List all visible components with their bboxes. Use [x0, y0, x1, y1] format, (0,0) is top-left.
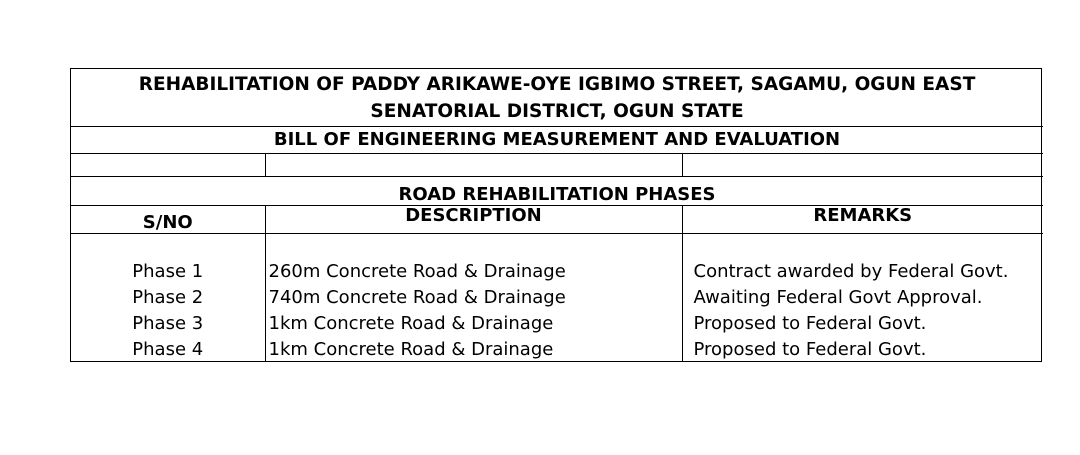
- table-row: [71, 334, 1043, 361]
- phase-sno: Phase 1: [71, 256, 265, 282]
- table-row: [71, 282, 1043, 308]
- phase-remarks: Contract awarded by Federal Govt.: [682, 256, 1043, 282]
- blank-cell: [682, 154, 1043, 177]
- document-subtitle: BILL OF ENGINEERING MEASUREMENT AND EVALUATION: [71, 127, 1043, 154]
- column-header-description: DESCRIPTION: [265, 206, 682, 234]
- phases-table: [71, 69, 1043, 361]
- blank-cell: [71, 154, 265, 177]
- phase-remarks: Proposed to Federal Govt.: [682, 308, 1043, 334]
- phase-description: 740m Concrete Road & Drainage: [265, 282, 682, 308]
- blank-cell: [682, 234, 1043, 257]
- phase-sno: Phase 3: [71, 308, 265, 334]
- phase-description: 260m Concrete Road & Drainage: [265, 256, 682, 282]
- table-row: [71, 256, 1043, 282]
- phase-remarks: Proposed to Federal Govt.: [682, 334, 1043, 361]
- header-row: [71, 206, 1043, 234]
- table-row: [71, 308, 1043, 334]
- column-header-remarks: REMARKS: [682, 206, 1043, 234]
- blank-row: [71, 234, 1043, 257]
- blank-cell: [71, 234, 265, 257]
- boq-sheet: [70, 68, 1042, 362]
- blank-cell: [265, 234, 682, 257]
- blank-row: [71, 154, 1043, 177]
- column-header-sno: S/NO: [71, 206, 265, 234]
- phase-sno: Phase 4: [71, 334, 265, 361]
- section-row: [71, 177, 1043, 206]
- title-row: [71, 69, 1043, 127]
- phase-sno: Phase 2: [71, 282, 265, 308]
- phase-description: 1km Concrete Road & Drainage: [265, 334, 682, 361]
- subtitle-row: [71, 127, 1043, 154]
- blank-cell: [265, 154, 682, 177]
- phase-description: 1km Concrete Road & Drainage: [265, 308, 682, 334]
- section-title: ROAD REHABILITATION PHASES: [71, 177, 1043, 206]
- document-title: REHABILITATION OF PADDY ARIKAWE-OYE IGBIMO STREET, SAGAMU, OGUN EAST SENATORIAL DISTRICT, OGUN STATE: [71, 69, 1043, 127]
- phase-remarks: Awaiting Federal Govt Approval.: [682, 282, 1043, 308]
